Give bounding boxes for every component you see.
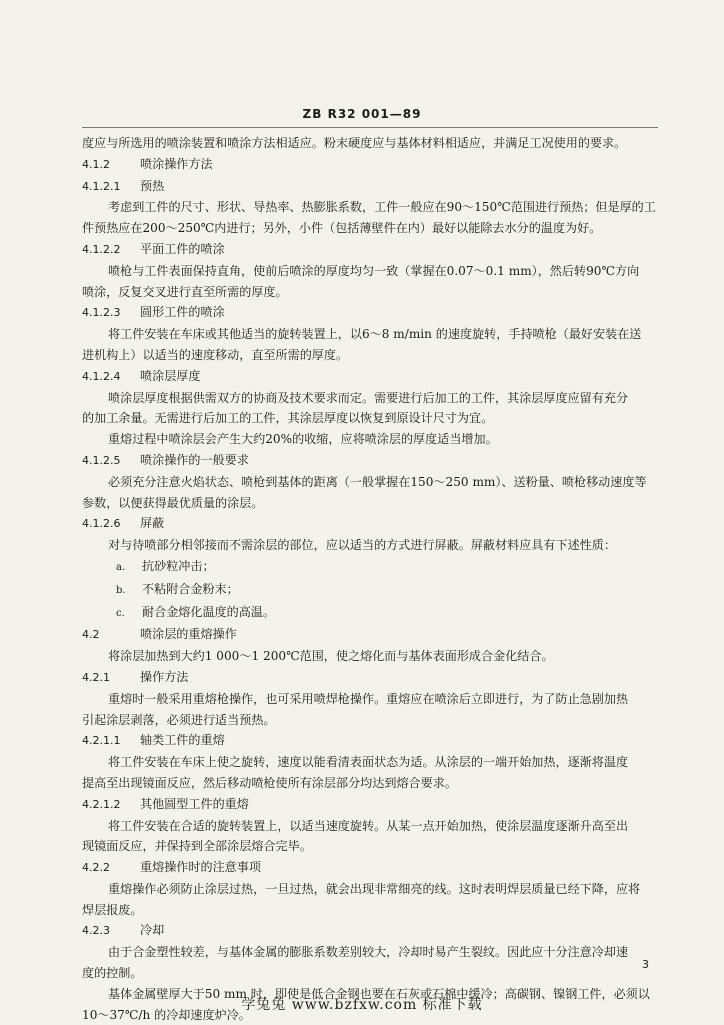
paragraph-line: 度应与所选用的喷涂装置和喷涂方法相适应。粉末硬度应与基体材料相适应，并满足工况使用的要求。: [82, 136, 627, 150]
list-item: [82, 602, 662, 625]
section-heading: [82, 302, 662, 324]
list-item: [82, 579, 662, 602]
section-number: 4.1.2.6: [82, 517, 121, 531]
section-title: 喷涂操作方法: [140, 156, 213, 171]
document-body: [82, 133, 662, 1025]
section-number: 4.1.2.1: [82, 179, 121, 193]
section-title: 圆形工件的喷涂: [140, 305, 225, 320]
section-title: 喷涂层的重熔操作: [140, 627, 237, 642]
section-heading: [82, 794, 662, 816]
header-rule: [82, 127, 658, 128]
section-number: 4.1.2: [82, 157, 110, 171]
section-title: 其他圆型工件的重熔: [140, 796, 249, 811]
paragraph-line: 将工件安装在车床上使之旋转，速度以能看清表面状态为适。从涂层的一端开始加热，逐渐将温度: [108, 755, 629, 770]
section-heading: [82, 154, 662, 176]
paragraph-line: 将工件安装在车床或其他适当的旋转装置上，以6～8 m/min 的速度旋转，手持喷枪（最好安装在送: [108, 327, 642, 342]
section-number: 4.2: [82, 628, 100, 642]
paragraph-line: 对与待喷部分相邻接而不需涂层的部位，应以适当的方式进行屏蔽。屏蔽材料应具有下述性质：: [108, 538, 616, 553]
section-heading: [82, 513, 662, 535]
section-title: 重熔操作时的注意事项: [140, 860, 261, 875]
section-number: 4.1.2.5: [82, 453, 121, 467]
section-number: 4.2.1.1: [82, 734, 121, 748]
paragraph-line: 喷涂，反复交叉进行直至所需的厚度。: [82, 284, 288, 299]
section-number: 4.1.2.4: [82, 369, 121, 383]
paragraph-line: 度的控制。: [82, 966, 143, 981]
section-title: 轴类工件的重熔: [140, 733, 225, 748]
section-heading: [82, 857, 662, 879]
paragraph-line: 由于合金塑性较差，与基体金属的膨胀系数差别较大，冷却时易产生裂纹。因此应十分注意冷却速: [108, 945, 629, 960]
paragraph-line: 进机构上）以适当的速度移动，直至所需的厚度。: [82, 347, 349, 362]
paragraph-line: 基体金属壁厚大于50 mm 时，即使是低合金钢也要在石灰或石棉中缓冷；高碳钢、镍钢工件，必须以: [108, 986, 650, 1001]
paragraph-line: 将工件安装在合适的旋转装置上，以适当速度旋转。从某一点开始加热，使涂层温度逐渐升高至出: [108, 818, 629, 833]
section-heading: [82, 366, 662, 388]
paragraph-line: 喷枪与工件表面保持直角，使前后喷涂的厚度均匀一致（掌握在0.07～0.1 mm），然后转90℃方向: [108, 263, 640, 278]
section-heading: [82, 450, 662, 472]
paragraph-line: 将涂层加热到大约1 000～1 200℃范围，使之熔化而与基体表面形成合金化结合。: [108, 649, 554, 664]
paragraph-line: 喷涂层厚度根据供需双方的协商及技术要求而定。需要进行后加工的工件，其涂层厚度应留有充分: [108, 390, 629, 405]
section-heading: [82, 176, 662, 198]
section-number: 4.2.2: [82, 861, 110, 875]
section-title: 预热: [140, 178, 165, 193]
paragraph-line: 的加工余量。无需进行后加工的工件，其涂层厚度以恢复到原设计尺寸为宜。: [82, 411, 494, 426]
section-heading: [82, 624, 662, 646]
paragraph-line: 必须充分注意火焰状态、喷枪到基体的距离（一般掌握在150～250 mm）、送粉量、喷枪移动速度等: [108, 474, 647, 489]
section-number: 4.1.2.2: [82, 242, 121, 256]
section-title: 平面工件的喷涂: [140, 241, 225, 256]
section-heading: [82, 730, 662, 752]
section-title: 屏蔽: [140, 516, 165, 531]
section-title: 冷却: [140, 923, 165, 938]
section-number: 4.2.1.2: [82, 797, 121, 811]
section-title: 喷涂操作的一般要求: [140, 452, 249, 467]
list-text: 耐合金熔化温度的高温。: [142, 604, 276, 619]
standard-code-header: ZB R32 001—89: [302, 107, 422, 121]
list-marker: c.: [116, 607, 125, 619]
paragraph-line: 重熔过程中喷涂层会产生大约20%的收缩，应将喷涂层的厚度适当增加。: [108, 432, 498, 447]
paragraph-line: 焊层报废。: [82, 902, 143, 917]
section-heading: [82, 667, 662, 689]
section-number: 4.2.1: [82, 670, 110, 684]
paragraph-line: 重熔操作必须防止涂层过热，一旦过热，就会出现非常细亮的线。这时表明焊层质量已经下降，应将: [108, 881, 641, 896]
paragraph-line: 考虑到工件的尺寸、形状、导热率、热膨胀系数，工件一般应在90～150℃范围进行预热；但是厚的工: [108, 200, 656, 215]
list-text: 不粘附合金粉末；: [142, 581, 239, 596]
site-watermark: 学兔兔 www.bzfxw.com 标准下载: [241, 997, 483, 1013]
list-marker: a.: [116, 561, 126, 573]
section-number: 4.1.2.3: [82, 306, 121, 320]
section-number: 4.2.3: [82, 924, 110, 938]
section-heading: [82, 239, 662, 261]
list-marker: b.: [116, 584, 126, 596]
paragraph-line: 提高至出现镜面反应，然后移动喷枪使所有涂层部分均达到熔合要求。: [82, 775, 457, 790]
list-text: 抗砂粒冲击；: [142, 558, 215, 573]
section-heading: [82, 920, 662, 942]
paragraph-line: 件预热应在200～250℃内进行；另外，小件（包括薄壁件在内）最好以能除去水分的温度为好。: [82, 221, 602, 236]
page-number: 3: [642, 958, 649, 971]
paragraph-line: 10～37℃/h 的冷却速度炉冷。: [82, 1007, 251, 1022]
paragraph-line: 现镜面反应，并保持到全部涂层熔合完毕。: [82, 839, 312, 854]
list-item: [82, 556, 662, 579]
section-title: 喷涂层厚度: [140, 368, 201, 383]
section-title: 操作方法: [140, 669, 189, 684]
paragraph-line: 重熔时一般采用重熔枪操作，也可采用喷焊枪操作。重熔应在喷涂后立即进行，为了防止急剧加热: [108, 691, 629, 706]
paragraph-line: 引起涂层剥落，必须进行适当预热。: [82, 712, 276, 727]
paragraph-line: 参数，以便获得最优质量的涂层。: [82, 495, 264, 510]
